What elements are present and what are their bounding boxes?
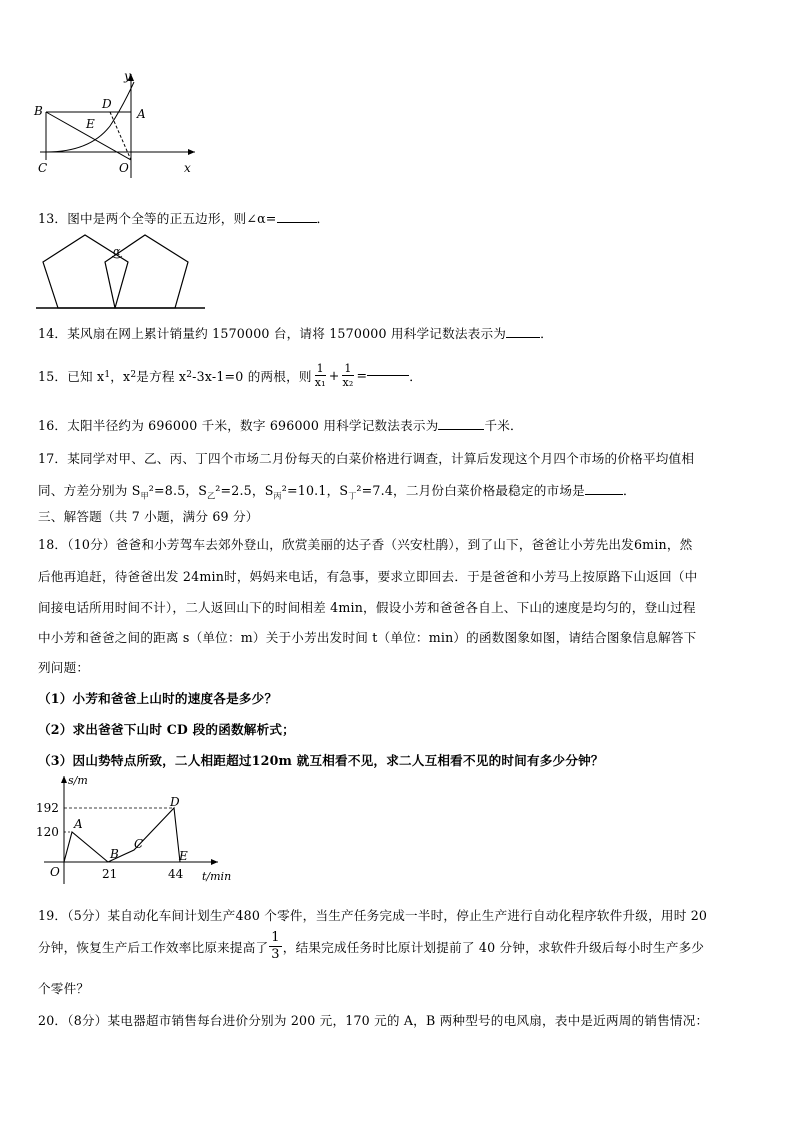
question-16	[38, 415, 523, 434]
label-origin: O	[50, 865, 60, 879]
tick-120: 120	[36, 825, 59, 839]
label-b: B	[34, 104, 43, 118]
alpha-label: α	[113, 245, 121, 258]
question-18-sub-2: （2）求出爸爸下山时 CD 段的函数解析式；	[38, 722, 295, 737]
q15-answer-blank	[367, 375, 409, 376]
question-18-line-5: 列问题：	[38, 660, 90, 675]
label-point-b: B	[110, 847, 119, 861]
label-point-e: E	[179, 849, 188, 863]
label-point-d: D	[170, 795, 180, 809]
q14-answer-blank	[506, 337, 540, 338]
q15-mid2: 是方程 x	[136, 368, 187, 384]
label-y: y	[124, 69, 131, 83]
label-x: x	[184, 161, 191, 175]
q13-text: 13．图中是两个全等的正五边形，则∠α=	[38, 211, 277, 226]
question-18-line-1: 18．（10分）爸爸和小芳驾车去郊外登山，欣赏美丽的达子香（兴安杜鹃），到了山下，爸爸让小芳先出发6min，然	[38, 537, 693, 552]
question-19-line-3: 个零件？	[38, 981, 90, 996]
x-axis-arrow	[188, 149, 195, 155]
q12-figure	[30, 68, 200, 180]
q14-text: 14．某风扇在网上累计销量约 1570000 台，请将 1570000 用科学记数法表示为	[38, 326, 507, 341]
question-18-line-2: 后他再追赶，待爸爸出发 24min时，妈妈来电话，有急事，要求立即回去．于是爸爸和小芳马上按原路下山返回（中	[38, 569, 698, 584]
question-18-sub-3: （3）因山势特点所致，二人相距超过120m 就互相看不见，求二人互相看不见的时间有多少分钟？	[38, 753, 604, 768]
t-axis-arrow	[211, 859, 218, 865]
q15-fraction-2: $\frac{1}{\text{x₂}}$	[342, 361, 354, 389]
q16-end: 千米．	[484, 418, 523, 433]
question-18-line-4: 中小芳和爸爸之间的距离 s（单位：m）关于小芳出发时间 t（单位：min）的函数图象如图，请结合图象信息解答下	[38, 630, 697, 645]
q16-text: 16．太阳半径约为 696000 千米，数字 696000 用科学记数法表示为	[38, 418, 439, 433]
question-19-line-1: 19．（5分）某自动化车间计划生产480 个零件，当生产任务完成一半时，停止生产进行自动化程序软件升级，用时 20	[38, 908, 708, 923]
question-17-line-2: 同、方差分别为 $S_甲^2=8.5$，$S_乙^2=2.5$，$S_丙^2=10.1$，$S_丁^2=7.4$，二月份白菜价格最稳定的市场是 ．	[38, 483, 636, 501]
q15-mid3: -3x-1=0 的两根，则	[192, 368, 312, 384]
q17-answer-blank	[585, 494, 623, 495]
tick-192: 192	[36, 801, 59, 815]
dashed-do	[110, 112, 131, 160]
label-point-c: C	[134, 837, 144, 851]
q15-fraction-1: $\frac{1}{\text{x₁}}$	[314, 361, 326, 389]
question-20-line-1: 20．（8分）某电器超市销售每台进价分别为 200 元，170 元的 A，B 两种型号的电风扇，表中是近两周的销售情况：	[38, 1013, 709, 1028]
section-3-heading: 三、解答题（共 7 小题，满分 69 分）	[38, 509, 259, 524]
q15-end: ．	[409, 368, 423, 384]
label-c: C	[38, 161, 48, 175]
q13-answer-blank	[277, 222, 317, 223]
label-point-a: A	[74, 817, 83, 831]
q15-sub2: 2	[130, 370, 137, 380]
label-e: E	[86, 117, 95, 131]
t-axis-label: t/min	[202, 870, 232, 883]
q13-end: ．	[316, 211, 330, 226]
question-15	[38, 358, 422, 392]
question-18-sub-1: （1）小芳和爸爸上山时的速度各是多少？	[38, 691, 278, 706]
label-a: A	[137, 107, 146, 121]
question-17-line-1: 17．某同学对甲、乙、丙、丁四个市场二月份每天的白菜价格进行调查，计算后发现这个月四个市场的价格平均值相	[38, 451, 695, 466]
q13-pentagons-figure	[30, 228, 210, 314]
q14-end: ．	[540, 326, 553, 341]
s-axis-arrow	[61, 776, 67, 783]
label-d: D	[102, 97, 112, 111]
question-19-line-2: 分钟，恢复生产后工作效率比原来提高了 $\frac{1}{3}$ ，结果完成任务时比原计划提前了 40 分钟，求软件升级后每小时生产多少	[38, 929, 705, 962]
q15-eq: =	[356, 367, 368, 383]
question-18-line-3: 间接电话所用时间不计），二人返回山下的时间相差 4min，假设小芳和爸爸各自上、下山的速度是均匀的，登山过程	[38, 600, 696, 615]
tick-21: 21	[102, 867, 118, 881]
q15-plus: +	[328, 367, 340, 383]
s-axis-label: s/m	[68, 774, 88, 787]
q15-sup: 2	[186, 370, 193, 380]
label-o: O	[119, 161, 129, 175]
q15-sub1: 1	[104, 370, 111, 380]
question-14	[38, 323, 553, 342]
q16-answer-blank	[438, 429, 484, 430]
tick-44: 44	[168, 867, 184, 881]
q15-mid1: ，x	[110, 368, 131, 384]
q15-pre: 15．已知 x	[38, 368, 105, 384]
q19-fraction: $\frac{1}{3}$	[271, 929, 280, 962]
question-13	[38, 208, 329, 227]
q18-graph	[30, 770, 245, 886]
